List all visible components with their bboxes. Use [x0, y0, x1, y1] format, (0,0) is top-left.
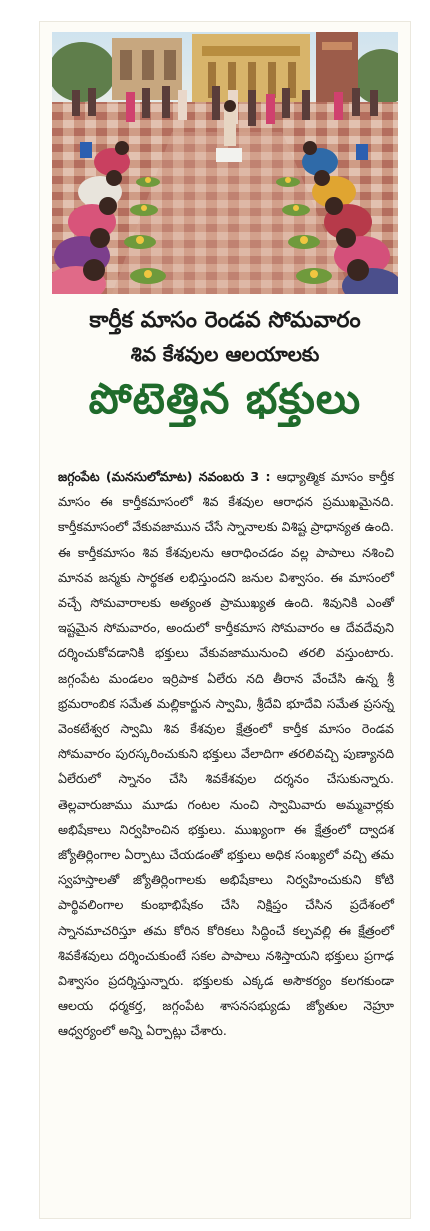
headline-line-1: కార్తీక మాసం రెండవ సోమవారం	[89, 308, 361, 333]
article-text: ఆధ్యాత్మిక మాసం కార్తీక మాసం ఈ కార్తీకమాసంలో శివ కేశవుల ఆరాధన ప్రముఖమైనది. కార్తీకమాసంలో వేకువజామున చేసే స్నానాలకు విశిష్ట ప్రాధాన్యత ఉంది. ఈ కార్తీకమాసం శివ కేశవులను ఆరాధించడం వల్ల పాపాలు నశించి మానవ జన్మకు సార్థకత లభిస్తుందని జనుల విశ్వాసం. ఈ మాసంలో వచ్చే సోమవారాలకు అత్యంత ప్రాముఖ్యత ఉంది. శివునికి ఎంతో ఇష్టమైన సోమవారం, అందులో కార్తీకమాస సోమవారం ఆ దేవదేవుని దర్శించుకోవడానికి భక్తులు వేకువజామునుంచి తరలి వస్తుంటారు. జగ్గంపేట మండలం ఇర్రిపాక ఏలేరు నది తీరాన వేంచేసి ఉన్న శ్రీ భ్రమరాంబిక సమేత మల్లికార్జున స్వామి, శ్రీదేవి భూదేవి సమేత ప్రసన్న వెంకటేశ్వర స్వామి శివ కేశవుల క్షేత్రంలో కార్తీక మాసం రెండవ సోమవారం పురస్కరించుకుని భక్తులు వేలాదిగా తరలివచ్చి పుణ్యానది ఏలేరులో స్నానం చేసి శివకేశవుల దర్శనం చేసుకున్నారు. తెల్లవారుజాము మూడు గంటల నుంచి స్వామివారు అమ్మవార్లకు అభిషేకాలు నిర్వహించిన భక్తులు. ముఖ్యంగా ఈ క్షేత్రంలో ద్వాదశ జ్యోతిర్లింగాల ఏర్పాటు చేయడంతో భక్తులు అధిక సంఖ్యలో వచ్చి తమ స్వహస్తాలతో జ్యోతిర్లింగాలకు అభిషేకాలు నిర్వహించుకుని కోటి పార్థివలింగాల కుంభాభిషేకం చేసి నిక్షిప్తం చేసిన ప్రదేశంలో స్నానమాచరిస్తూ తమ కోరిన కోరికలు సిద్ధించే కల్పవల్లి ఈ క్షేత్రంలో శివకేశవులు దర్శించుకుంటే సకల పాపాలు నశిస్తాయని భక్తులు ప్రగాఢ విశ్వాసం ప్రదర్శిస్తున్నారు. భక్తులకు ఎక్కడ అసౌకర్యం కలగకుండా ఆలయ ధర్మకర్త, జగ్గంపేట శాసనసభ్యుడు జ్యోతుల నెహ్రూ ఆధ్వర్యంలో అన్ని ఏర్పాట్లు చేశారు.	[58, 469, 394, 1039]
temple-devotees-photo	[52, 32, 398, 294]
news-clipping	[40, 22, 410, 1218]
main-headline: పోటెత్తిన భక్తులు	[88, 374, 362, 423]
article-body	[58, 464, 394, 1044]
dateline: జగ్గంపేట (మనసులోమాట) నవంబరు 3 :	[58, 469, 277, 484]
headline-line-2: శివ కేశవుల ఆలయాలకు	[130, 342, 320, 366]
photo-illustration	[52, 32, 398, 294]
